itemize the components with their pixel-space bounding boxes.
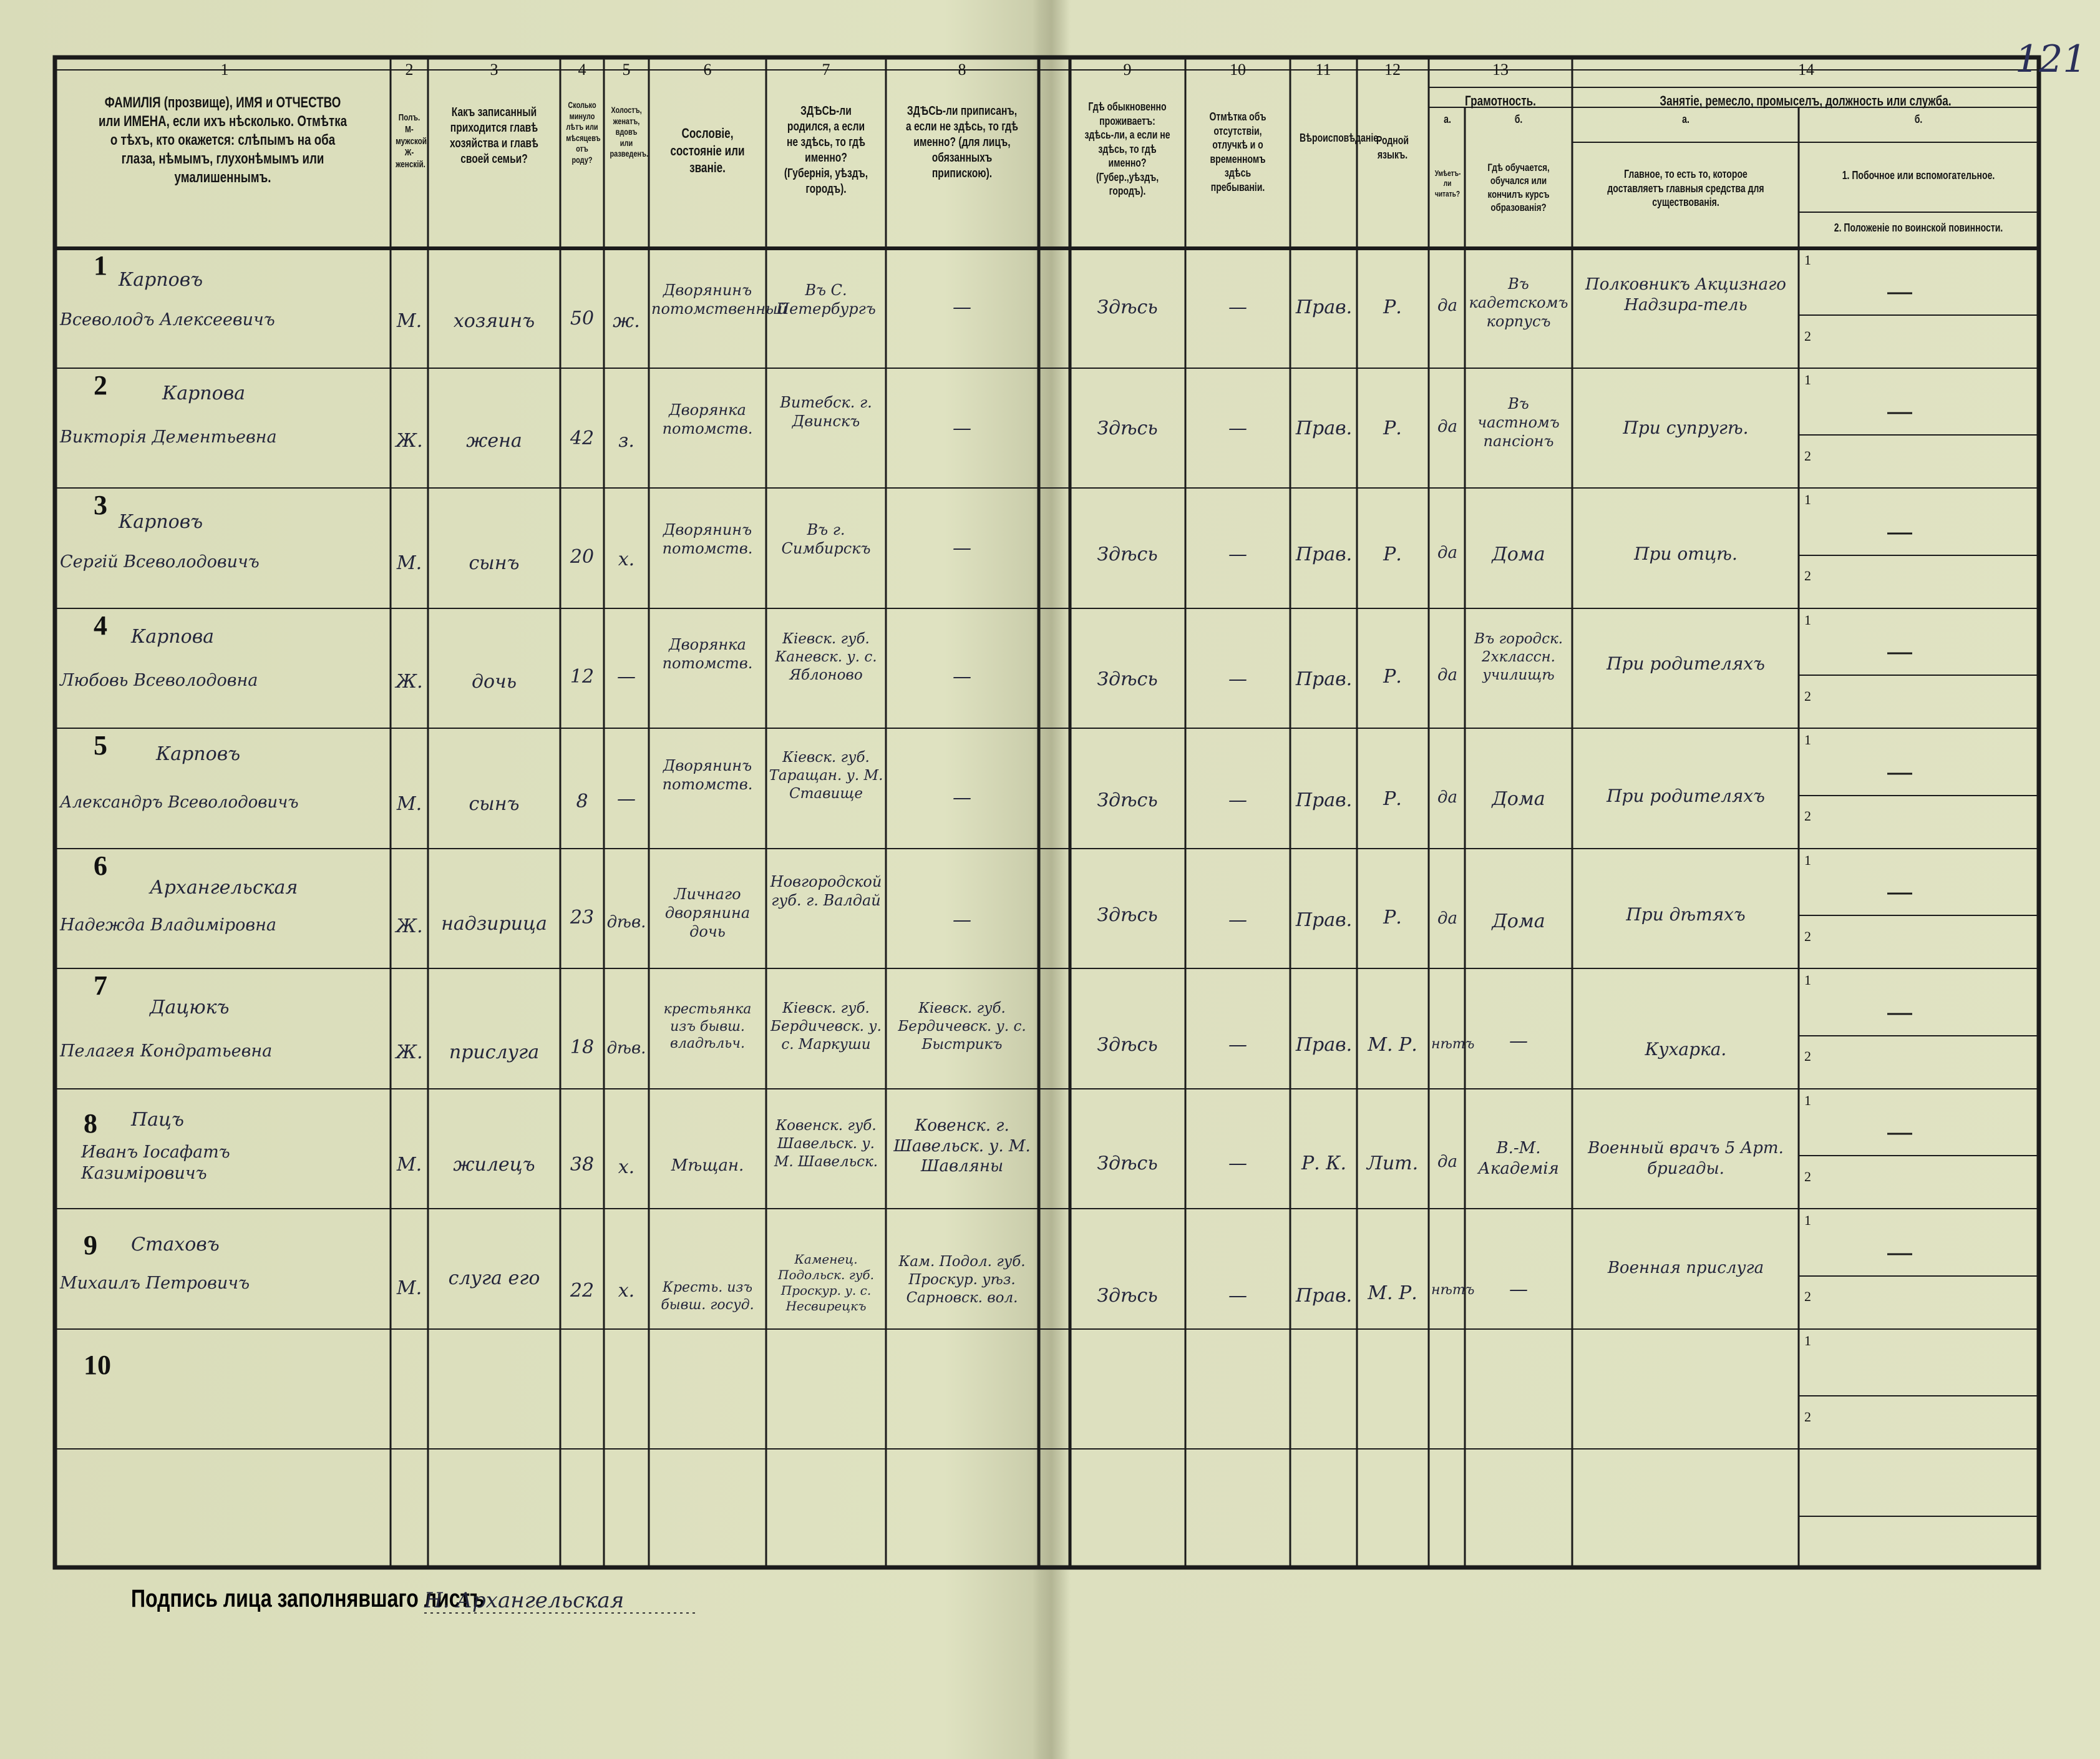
name-cell: Любовь Всеволодовна (60, 671, 258, 690)
absence-cell: — (1228, 543, 1247, 565)
sub-line-1: 1 (1804, 1212, 1811, 1228)
surname-cell: Карповъ (119, 511, 203, 533)
age-cell: 42 (570, 427, 595, 449)
absence-cell: — (1228, 1285, 1247, 1307)
header-literacy: Грамотность. (1465, 93, 1536, 109)
born-cell: Въ г. Симбирскъ (781, 521, 871, 557)
education-cell: Въ городск. 2хклассн. училищѣ (1474, 631, 1563, 683)
sex-cell: Ж. (396, 671, 423, 693)
education-cell: Въ кадетскомъ корпусъ (1469, 275, 1568, 330)
relation-cell: жилецъ (453, 1154, 535, 1176)
header-estate: Сословіе, состояніе или званіе. (670, 125, 745, 175)
religion-cell: Прав. (1295, 417, 1353, 439)
age-cell: 12 (570, 666, 595, 688)
born-cell: Кіевск. губ. Каневск. у. с. Яблоново (775, 631, 877, 683)
literate-cell: да (1437, 296, 1457, 315)
sex-cell: М. (396, 1154, 422, 1176)
registered-cell: Кіевск. губ. Бердичевск. у. с. Быстрикъ (898, 1000, 1026, 1053)
colnum-1: 1 (220, 61, 229, 79)
sub-line-2: 2 (1804, 1048, 1811, 1064)
language-cell: М. Р. (1368, 1034, 1417, 1056)
name-cell: Александръ Всеволодовичъ (60, 793, 299, 812)
sub-line-2: 2 (1804, 1289, 1811, 1304)
surname-cell: Пацъ (131, 1109, 184, 1131)
header-can-read: Умѣетъ-ли читать? (1434, 168, 1461, 198)
colnum-5: 5 (622, 61, 631, 79)
sex-cell: М. (396, 793, 422, 815)
header-name: ФАМИЛІЯ (прозвище), ИМЯ и ОТЧЕСТВО или ИМЕНА, если ихъ нѣсколько. Отмѣтка о тѣхъ, кто окажется: слѣпымъ на оба глаза, нѣмымъ, глухонѣмымъ или умалишеннымъ. (98, 94, 348, 186)
religion-cell: Прав. (1295, 789, 1353, 811)
relation-cell: сынъ (469, 793, 520, 815)
residence-cell: Здѣсь (1097, 904, 1158, 926)
literate-cell: нѣтъ (1431, 1282, 1475, 1298)
colnum-8: 8 (958, 61, 966, 79)
name-cell: Иванъ Іосафатъ Казиміровичъ (81, 1143, 230, 1183)
header-religion: Вѣроисповѣданіе. (1300, 132, 1381, 144)
marital-cell: х. (618, 548, 635, 570)
sub-line-2: 2 (1804, 328, 1811, 344)
born-cell: Кіевск. губ. Таращан. у. М. Ставище (769, 749, 883, 802)
absence-cell: — (1228, 668, 1247, 690)
relation-cell: слуга его (448, 1267, 540, 1289)
relation-cell: хозяинъ (453, 310, 535, 332)
sub-line-1: 1 (1804, 492, 1811, 507)
sex-cell: М. (396, 1277, 422, 1299)
education-cell: Въ частномъ пансіонъ (1477, 395, 1560, 450)
absence-cell: — (1228, 1152, 1247, 1174)
row-number: 5 (94, 730, 107, 761)
name-cell: Пелагея Кондратьевна (60, 1041, 273, 1061)
residence-cell: Здѣсь (1097, 1285, 1158, 1307)
sub-line-1: 1 (1804, 252, 1811, 268)
sub-line-1: 1 (1804, 1093, 1811, 1108)
literate-cell: да (1437, 417, 1457, 436)
relation-cell: надзирица (441, 913, 547, 935)
language-cell: Р. (1383, 666, 1402, 688)
header-born: ЗДѢСЬ-ли родился, а если не здѣсь, то гдѣ именно? (Губернія, уѣздъ, городъ). (784, 104, 868, 196)
header-relation: Какъ записанный приходится главѣ хозяйства и главѣ своей семьи? (450, 105, 538, 166)
education-cell: Дома (1492, 543, 1545, 565)
header-absence: Отмѣтка объ отсутствіи, отлучкѣ и о временномъ здѣсь пребываніи. (1209, 110, 1266, 193)
colnum-6: 6 (703, 61, 712, 79)
row-number: 4 (94, 610, 107, 641)
sex-cell: М. (396, 552, 422, 574)
residence-cell: Здѣсь (1097, 1034, 1158, 1056)
sub-line-2: 2 (1804, 568, 1811, 583)
born-cell: Кіевск. губ. Бердичевск. у. с. Маркуши (770, 1000, 882, 1053)
language-cell: Р. (1383, 296, 1402, 318)
estate-cell: Кресть. изъ бывш. госуд. (661, 1280, 754, 1313)
colnum-13: 13 (1492, 61, 1509, 79)
born-cell: Витебск. г. Двинскъ (780, 394, 872, 430)
header-sex: Полъ. М-мужской. Ж-женскій. (396, 112, 429, 170)
sub-line-1: 1 (1804, 372, 1811, 387)
estate-cell: Личнаго дворянина дочь (664, 885, 751, 940)
absence-cell: — (1228, 417, 1247, 439)
occupation-cell: При родителяхъ (1607, 786, 1765, 806)
row-number: 6 (94, 850, 107, 881)
age-cell: 38 (570, 1154, 595, 1176)
language-cell: Лит. (1366, 1152, 1419, 1174)
header-residence: Гдѣ обыкновенно проживаетъ: здѣсь-ли, а если не здѣсь, то гдѣ именно? (Губер.,уѣздъ, городъ). (1084, 100, 1170, 197)
colnum-10: 10 (1230, 61, 1246, 79)
occupation-cell: При дѣтяхъ (1626, 904, 1746, 925)
row-number: 7 (94, 970, 107, 1001)
surname-cell: Карпова (131, 626, 215, 648)
occupation-cell: Военный врачъ 5 Арт. бригады. (1588, 1139, 1784, 1178)
relation-cell: жена (466, 430, 522, 452)
sex-cell: Ж. (396, 1041, 423, 1063)
sex-cell: Ж. (396, 915, 423, 937)
born-cell: Новгородской губ. г. Валдай (770, 873, 882, 909)
header-military-status: 2. Положеніе по воинской повинности. (1834, 222, 2003, 234)
name-cell: Викторія Дементьевна (60, 427, 277, 447)
literate-cell: нѣтъ (1431, 1036, 1475, 1052)
colnum-4: 4 (578, 61, 586, 79)
sub-line-2: 2 (1804, 1169, 1811, 1184)
colnum-3: 3 (490, 61, 498, 79)
sub-line-1: 1 (1804, 1333, 1811, 1348)
born-cell: Въ С. Петербургъ (776, 281, 876, 318)
colnum-14: 14 (1798, 61, 1814, 79)
marital-cell: — (617, 788, 636, 810)
occupation-cell: При родителяхъ (1607, 653, 1765, 674)
registered-cell: — (953, 666, 971, 688)
relation-cell: прислуга (449, 1041, 540, 1063)
residence-cell: Здѣсь (1097, 417, 1158, 439)
sub-line-2: 2 (1804, 1409, 1811, 1425)
occupation-cell: Военная прислуга (1607, 1259, 1764, 1277)
literate-cell: да (1437, 666, 1457, 685)
row-number: 2 (94, 370, 107, 401)
surname-cell: Стаховъ (131, 1234, 220, 1255)
registered-cell: — (953, 787, 971, 809)
language-cell: Р. (1383, 417, 1402, 439)
colnum-7: 7 (822, 61, 830, 79)
registered-cell: — (953, 537, 971, 559)
sub-line-2: 2 (1804, 448, 1811, 464)
residence-cell: Здѣсь (1097, 668, 1158, 690)
born-cell: Каменец. Подольск. губ. Проскур. у. с. Несвирецкъ (778, 1252, 874, 1313)
signature: Н. Архангельская (424, 1588, 625, 1613)
estate-cell: Дворянинъ потомств. (662, 521, 753, 557)
header-marital: Холостъ, женатъ, вдовъ или разведенъ. (610, 105, 649, 158)
religion-cell: Прав. (1295, 668, 1353, 690)
row-number: 9 (84, 1230, 97, 1260)
language-cell: Р. (1383, 907, 1402, 928)
estate-cell: крестьянка изъ бывш. владѣльч. (663, 1001, 752, 1051)
colnum-9: 9 (1123, 61, 1132, 79)
residence-cell: Здѣсь (1097, 1152, 1158, 1174)
page-number-mark: 121 (2015, 37, 2087, 81)
sub-line-2: 2 (1804, 808, 1811, 824)
marital-cell: х. (618, 1156, 635, 1178)
religion-cell: Прав. (1295, 296, 1353, 318)
education-cell: — (1509, 1030, 1528, 1052)
literate-cell: да (1437, 909, 1457, 928)
education-cell: Дома (1492, 910, 1545, 932)
surname-cell: Дацюкъ (150, 996, 230, 1018)
marital-cell: х. (618, 1280, 635, 1302)
marital-cell: з. (618, 430, 634, 452)
absence-cell: — (1228, 909, 1247, 931)
name-cell: Всеволодъ Алексеевичъ (60, 310, 275, 329)
marital-cell: дѣв. (606, 913, 646, 932)
residence-cell: Здѣсь (1097, 543, 1158, 565)
sub-line-2: 2 (1804, 928, 1811, 944)
relation-cell: сынъ (469, 552, 520, 574)
age-cell: 22 (570, 1280, 595, 1302)
religion-cell: Р. К. (1301, 1152, 1346, 1174)
row-number: 8 (84, 1108, 97, 1139)
sex-cell: Ж. (396, 430, 423, 452)
sub-line-1: 1 (1804, 852, 1811, 868)
registered-cell: Кам. Подол. губ. Проскур. уѣз. Сарновск. вол. (898, 1254, 1026, 1306)
language-cell: Р. (1383, 788, 1402, 810)
header-main-occupation: Главное, то есть то, которое доставляетъ главныя средства для существованія. (1607, 168, 1764, 208)
sub-line-1: 1 (1804, 732, 1811, 748)
age-cell: 23 (570, 907, 595, 928)
education-cell: Дома (1492, 788, 1545, 810)
header-education: Гдѣ обучается, обучался или кончилъ курсъ образованія? (1487, 162, 1550, 213)
row-number: 3 (94, 490, 107, 520)
absence-cell: — (1228, 1034, 1247, 1056)
estate-cell: Дворянинъ потомственный (651, 281, 788, 318)
header-age: Сколько минуло лѣтъ или мѣсяцевъ отъ роду? (566, 100, 601, 165)
absence-cell: — (1228, 296, 1247, 318)
occupation-cell: Полковникъ Акцизнаго Надзира-тель (1585, 275, 1786, 314)
name-cell: Сергій Всеволодовичъ (60, 552, 260, 572)
marital-cell: — (617, 666, 636, 688)
marital-cell: дѣв. (606, 1039, 646, 1058)
estate-cell: Мѣщан. (671, 1156, 744, 1175)
header-occupation-b-letter: б. (1914, 113, 1923, 125)
estate-cell: Дворянка потомств. (662, 401, 753, 437)
row-number: 1 (94, 250, 107, 281)
occupation-cell: Кухарка. (1645, 1039, 1727, 1060)
estate-cell: Дворянинъ потомств. (662, 757, 753, 793)
header-literacy-b-letter: б. (1514, 113, 1523, 125)
row-number: 10 (84, 1350, 111, 1380)
header-registered: ЗДѢСЬ-ли приписанъ, а если не здѣсь, то гдѣ именно? (для лицъ, обязанныхъ припискою). (905, 104, 1019, 180)
religion-cell: Прав. (1295, 1285, 1353, 1307)
signature-label: Подпись лица заполнявшаго листъ (131, 1585, 485, 1612)
sub-line-1: 1 (1804, 972, 1811, 988)
surname-cell: Архангельская (150, 877, 298, 899)
relation-cell: дочь (471, 671, 517, 693)
literate-cell: да (1437, 1152, 1457, 1171)
age-cell: 20 (570, 546, 595, 568)
literate-cell: да (1437, 543, 1457, 562)
sub-line-1: 1 (1804, 612, 1811, 628)
residence-cell: Здѣсь (1097, 296, 1158, 318)
education-cell: — (1509, 1279, 1528, 1300)
age-cell: 18 (570, 1036, 595, 1058)
literate-cell: да (1437, 788, 1457, 807)
header-secondary-occupation: 1. Побочное или вспомогательное. (1842, 169, 1995, 182)
surname-cell: Карпова (162, 382, 246, 404)
registered-cell: — (953, 909, 971, 931)
colnum-12: 12 (1384, 61, 1401, 79)
age-cell: 8 (576, 791, 588, 812)
religion-cell: Прав. (1295, 543, 1353, 565)
residence-cell: Здѣсь (1097, 789, 1158, 811)
sex-cell: М. (396, 310, 422, 332)
header-occupation-a-letter: а. (1682, 113, 1689, 125)
education-cell: В.-М. Академія (1478, 1139, 1559, 1178)
name-cell: Надежда Владиміровна (60, 915, 277, 935)
estate-cell: Дворянка потомств. (662, 636, 753, 672)
colnum-11: 11 (1315, 61, 1331, 79)
colnum-2: 2 (405, 61, 414, 79)
age-cell: 50 (570, 308, 595, 329)
surname-cell: Карповъ (156, 743, 241, 765)
occupation-cell: При супругѣ. (1623, 417, 1749, 438)
language-cell: М. Р. (1368, 1282, 1417, 1304)
registered-cell: Ковенск. г. Шавельск. у. М. Шавляны (893, 1116, 1031, 1176)
absence-cell: — (1228, 789, 1247, 811)
marital-cell: ж. (613, 310, 640, 332)
registered-cell: — (953, 417, 971, 439)
language-cell: Р. (1383, 543, 1402, 565)
header-occupation: Занятіе, ремесло, промыселъ, должность или служба. (1660, 93, 1952, 109)
born-cell: Ковенск. губ. Шавельск. у. М. Шавельск. (774, 1118, 878, 1170)
header-literacy-a-letter: а. (1444, 113, 1451, 125)
surname-cell: Карповъ (119, 269, 203, 291)
header-language: Родной языкъ. (1376, 134, 1409, 161)
occupation-cell: При отцѣ. (1634, 543, 1738, 564)
name-cell: Михаилъ Петровичъ (60, 1274, 250, 1293)
sub-line-2: 2 (1804, 688, 1811, 704)
religion-cell: Прав. (1295, 909, 1353, 931)
religion-cell: Прав. (1295, 1034, 1353, 1056)
registered-cell: — (953, 296, 971, 318)
